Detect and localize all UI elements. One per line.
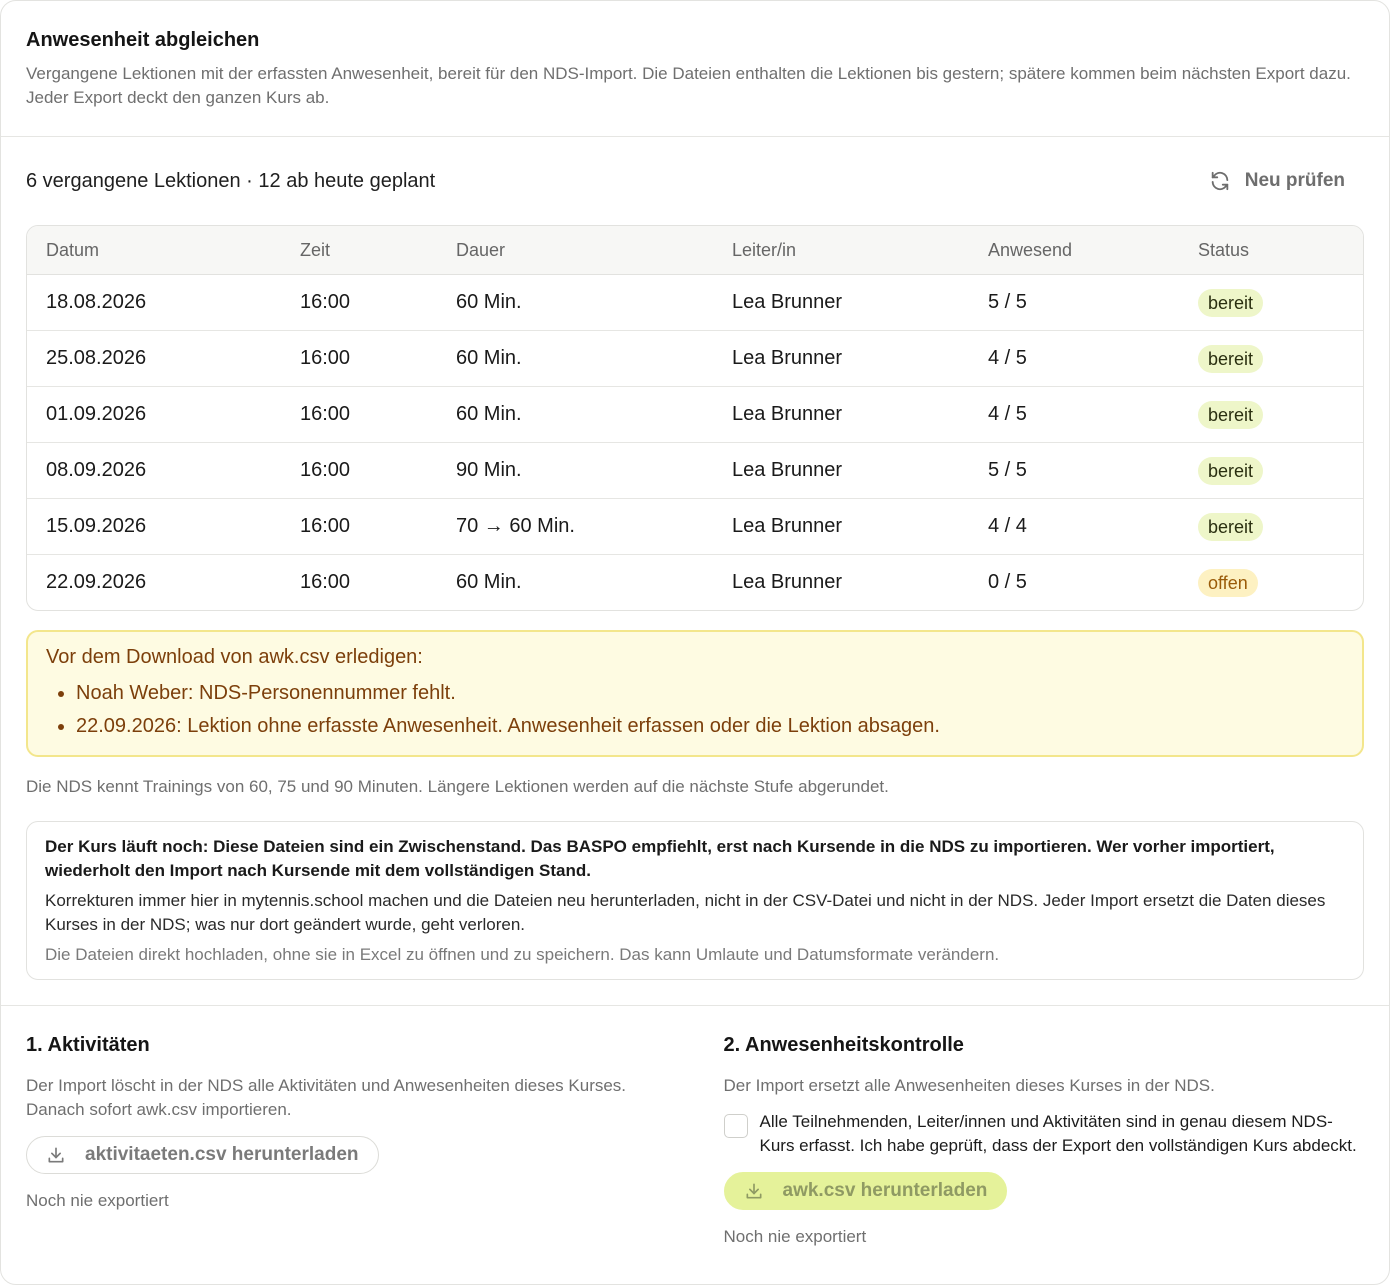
activities-column xyxy=(26,1006,724,1247)
refresh-icon xyxy=(1209,170,1231,192)
info-box xyxy=(26,821,1364,980)
info-muted-text: Die Dateien direkt hochladen, ohne sie in Excel zu öffnen und zu speichern. Das kann Umlaute und Datumsformate verändern. xyxy=(45,945,1000,964)
cell-present: 5 / 5 xyxy=(988,443,1198,499)
status-badge: bereit xyxy=(1198,401,1263,429)
cell-duration: 60 Min. xyxy=(456,571,522,593)
column-header-date: Datum xyxy=(27,226,300,275)
cell-date: 18.08.2026 xyxy=(27,275,300,331)
column-header-time: Zeit xyxy=(300,226,456,275)
column-header-present: Anwesend xyxy=(988,226,1198,275)
download-activities-label: aktivitaeten.csv herunterladen xyxy=(85,1144,359,1165)
cell-present: 4 / 4 xyxy=(988,499,1198,555)
attendance-column xyxy=(724,1006,1365,1247)
column-header-duration: Dauer xyxy=(456,226,732,275)
cell-time: 16:00 xyxy=(300,331,456,387)
warning-title: Vor dem Download von awk.csv erledigen: xyxy=(46,646,423,668)
refresh-button[interactable] xyxy=(1209,170,1345,192)
attendance-export-status: Noch nie exportiert xyxy=(723,1227,867,1246)
cell-status xyxy=(1198,443,1363,499)
cell-status xyxy=(1198,555,1363,611)
cell-duration: 70 → 60 Min. xyxy=(456,499,732,555)
activities-description: Der Import löscht in der NDS alle Aktivitäten und Anwesenheiten dieses Kurses. Danach sofort awk.csv importieren. xyxy=(26,1076,627,1119)
cell-time: 16:00 xyxy=(300,275,456,331)
table-header-row xyxy=(27,226,1363,275)
cell-leader: Lea Brunner xyxy=(732,571,843,593)
cell-leader: Lea Brunner xyxy=(732,275,988,331)
status-badge: bereit xyxy=(1198,513,1263,541)
download-activities-button[interactable] xyxy=(26,1136,379,1174)
refresh-label: Neu prüfen xyxy=(1244,170,1345,191)
status-badge: bereit xyxy=(1198,289,1263,317)
table-row xyxy=(27,499,1363,555)
download-icon xyxy=(46,1145,66,1165)
attendance-description: Der Import ersetzt alle Anwesenheiten dieses Kurses in der NDS. xyxy=(723,1076,1215,1095)
column-header-leader: Leiter/in xyxy=(732,226,988,275)
status-badge: bereit xyxy=(1198,457,1263,485)
column-header-status: Status xyxy=(1198,226,1363,275)
download-icon xyxy=(744,1181,764,1201)
table-row xyxy=(27,387,1363,443)
status-badge: offen xyxy=(1198,569,1258,597)
cell-duration: 90 Min. xyxy=(456,443,732,499)
cell-leader: Lea Brunner xyxy=(732,331,988,387)
cell-duration: 60 Min. xyxy=(456,275,732,331)
cell-present: 5 / 5 xyxy=(988,275,1198,331)
confirm-label[interactable]: Alle Teilnehmenden, Leiter/innen und Aktivitäten sind in genau diesem NDS-Kurs erfasst. Ich habe geprüft, dass der Export den vollständigen Kurs abdeckt. xyxy=(759,1112,1357,1155)
confirm-row xyxy=(724,1110,1365,1158)
confirm-checkbox[interactable] xyxy=(724,1114,748,1138)
info-bold-text: Der Kurs läuft noch: Diese Dateien sind ein Zwischenstand. Das BASPO empfiehlt, erst nach Kursende in die NDS zu importieren. Wer vorher importiert, wiederholt den Import nach Kursende mit dem vollständigen Stand. xyxy=(45,837,1275,880)
cell-leader: Lea Brunner xyxy=(732,443,988,499)
cell-date: 08.09.2026 xyxy=(27,443,300,499)
warning-list xyxy=(46,677,1344,743)
attendance-heading: 2. Anwesenheitskontrolle xyxy=(723,1034,964,1056)
download-awk-button[interactable] xyxy=(724,1172,1008,1210)
cell-time: 16:00 xyxy=(300,571,351,593)
activities-heading: 1. Aktivitäten xyxy=(26,1034,150,1056)
cell-date: 01.09.2026 xyxy=(27,387,300,443)
table-row xyxy=(27,555,1363,611)
cell-duration: 60 Min. xyxy=(456,331,732,387)
cell-status xyxy=(1198,331,1363,387)
warning-item: • 22.09.2026: Lektion ohne erfasste Anwesenheit. Anwesenheit erfassen oder die Lektion absagen. xyxy=(76,710,1344,743)
cell-date: 15.09.2026 xyxy=(27,499,300,555)
lessons-section xyxy=(1,137,1389,980)
cell-present: 4 / 5 xyxy=(988,387,1198,443)
page-title: Anwesenheit abgleichen xyxy=(26,29,260,51)
cell-date: 25.08.2026 xyxy=(27,331,300,387)
lessons-table xyxy=(26,225,1364,611)
status-badge: bereit xyxy=(1198,345,1263,373)
cell-date: 22.09.2026 xyxy=(46,571,147,593)
info-text: Korrekturen immer hier in mytennis.school machen und die Dateien neu herunterladen, nicht in der CSV-Datei und nicht in der NDS. Jeder Import ersetzt die Daten dieses Kurses in der NDS; was nur dort geändert wurde, geht verloren. xyxy=(45,891,1326,934)
table-row xyxy=(27,275,1363,331)
table-row xyxy=(27,443,1363,499)
cell-status xyxy=(1198,387,1363,443)
page-subtitle: Vergangene Lektionen mit der erfassten Anwesenheit, bereit für den NDS-Import. Die Dateien enthalten die Lektionen bis gestern; spätere kommen beim nächsten Export dazu. Jeder Export deckt den ganzen Kurs ab. xyxy=(26,64,1351,107)
card-header xyxy=(1,1,1389,137)
table-row xyxy=(27,331,1363,387)
warning-item: • Noah Weber: NDS-Personennummer fehlt. xyxy=(76,677,1344,710)
cell-time: 16:00 xyxy=(300,387,456,443)
cell-leader: Lea Brunner xyxy=(732,499,988,555)
warning-box xyxy=(26,630,1364,757)
download-awk-label: awk.csv herunterladen xyxy=(782,1180,988,1201)
cell-leader: Lea Brunner xyxy=(732,387,988,443)
cell-status xyxy=(1198,275,1363,331)
cell-present: 0 / 5 xyxy=(988,571,1027,593)
cell-status xyxy=(1198,499,1363,555)
summary-row xyxy=(26,137,1364,225)
export-columns xyxy=(1,1006,1389,1247)
activities-export-status: Noch nie exportiert xyxy=(26,1191,169,1210)
cell-duration: 60 Min. xyxy=(456,387,732,443)
lessons-summary: 6 vergangene Lektionen · 12 ab heute geplant xyxy=(26,169,436,192)
duration-note: Die NDS kennt Trainings von 60, 75 und 90 Minuten. Längere Lektionen werden auf die nächste Stufe abgerundet. xyxy=(26,777,889,796)
cell-time: 16:00 xyxy=(300,499,456,555)
cell-time: 16:00 xyxy=(300,443,456,499)
cell-present: 4 / 5 xyxy=(988,331,1198,387)
